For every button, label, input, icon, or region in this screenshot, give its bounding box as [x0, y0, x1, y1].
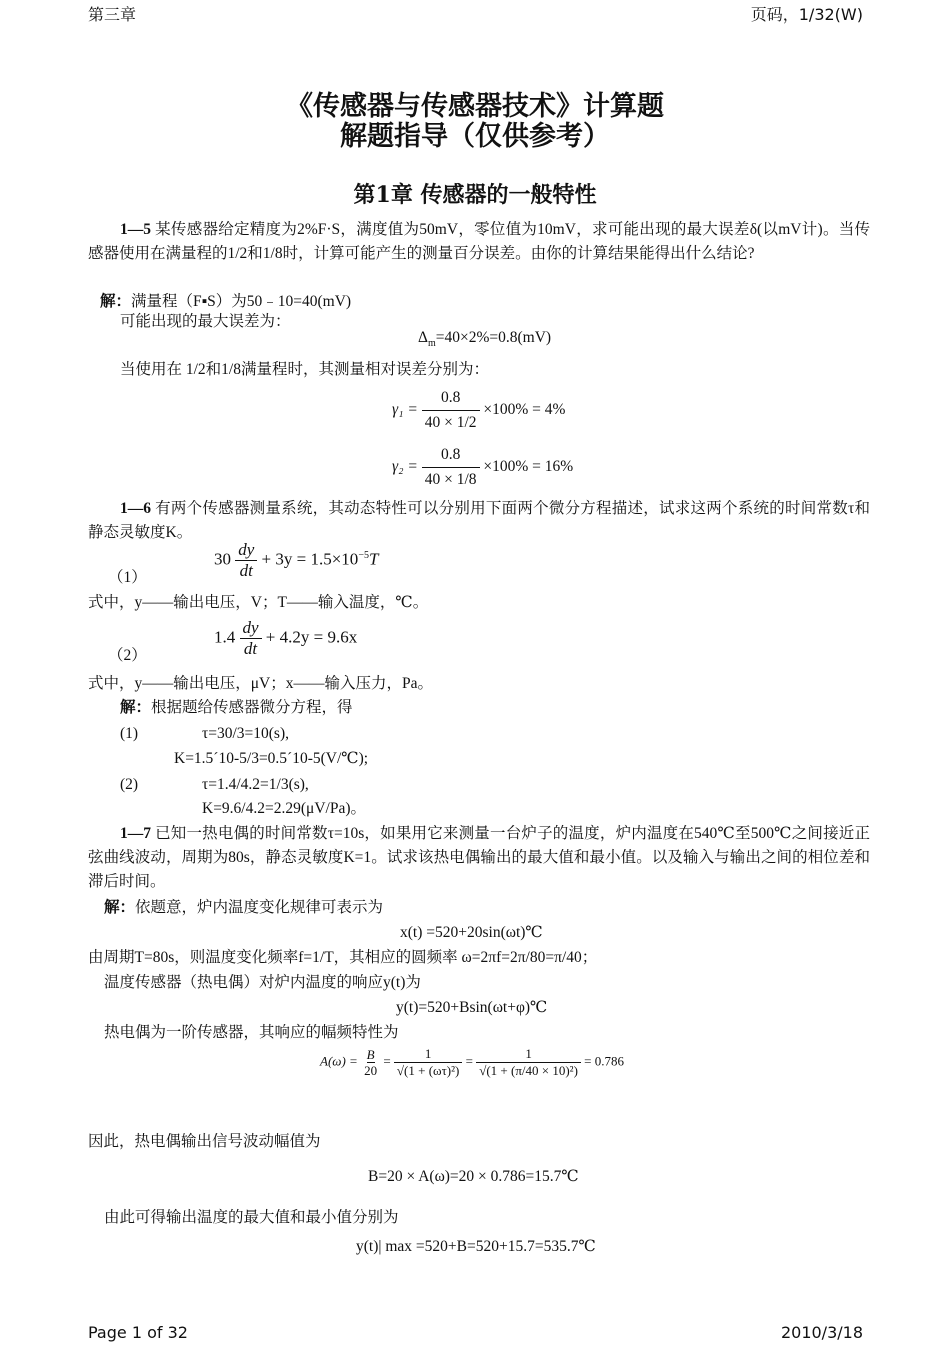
amp-f1-den: 20 [364, 1062, 378, 1078]
header-page-code: 页码，1/32(W) [750, 5, 863, 24]
gamma2-equation [392, 443, 573, 492]
delta-symbol: Δ [418, 329, 428, 346]
amp-text: 热电偶为一阶传感器，其响应的幅频特性为 [104, 1024, 399, 1041]
problem-1-5 [88, 218, 870, 266]
eq1-exp: −5 [358, 549, 369, 561]
amp-f3-den: √(1 + (π/40 × 10)²) [479, 1063, 578, 1078]
gamma1-lhs: γ₁ = [392, 401, 418, 419]
eq2-differential [214, 618, 357, 659]
eq1-end: T [368, 549, 379, 569]
amp-fraction-3 [476, 1046, 581, 1079]
problem-1-6 [88, 497, 870, 545]
eq1-fraction [235, 540, 257, 581]
gamma2-fraction [422, 443, 480, 492]
solution-text: 满量程（F▪S）为50﹣10=40(mV) [131, 293, 352, 310]
eq1-den: dt [239, 561, 253, 580]
amp-result: = 0.786 [584, 1053, 624, 1069]
delta-value: =40×2%=0.8(mV) [435, 329, 552, 346]
eq1-coef: 30 [214, 549, 231, 569]
solution-label: 解： [100, 293, 132, 310]
maxmin-text: 由此可得输出温度的最大值和最小值分别为 [104, 1209, 399, 1226]
s1-line1: τ=30/3=10(s), [202, 725, 289, 742]
gamma1-numerator: 0.8 [422, 386, 480, 411]
amp-fraction-1 [361, 1047, 380, 1079]
eq-y-t: y(t)=520+Bsin(ωt+φ)℃ [396, 999, 548, 1016]
solution-text: 依题意，炉内温度变化规律可表示为 [135, 899, 384, 916]
delta-subscript: m [427, 338, 436, 350]
gamma1-denominator: 40 × 1/2 [424, 414, 477, 431]
eq2-rest: + 4.2y = 9.6x [265, 627, 358, 647]
header-chapter: 第三章 [88, 5, 137, 24]
gamma2-rhs: ×100% = 16% [483, 458, 574, 476]
problem-number: 1—6 [120, 500, 151, 517]
s2-line2: K=9.6/4.2=2.29(μV/Pa)。 [202, 800, 366, 817]
eq1-num: dy [235, 540, 257, 561]
eq1-description: 式中，y——输出电压，V；T——输入温度，℃。 [88, 594, 429, 611]
gamma1-rhs: ×100% = 4% [483, 401, 566, 419]
eq1-label: （1） [108, 569, 147, 586]
s1-line2: K=1.5´10-5/3=0.5´10-5(V/℃); [174, 750, 369, 767]
gamma1-fraction [422, 386, 480, 435]
eq2-den: dt [243, 639, 258, 658]
response-text: 温度传感器（热电偶）对炉内温度的响应y(t)为 [104, 974, 421, 991]
chapter-heading: 第1章 传感器的一般特性 [353, 182, 597, 208]
amp-lhs: A(ω) = [320, 1053, 358, 1069]
amp-equation: $A(\omega) = \frac{B}{20}$ = $\frac{1}{\text{√(1 + (ωτ)²)}}$ = $\frac{1}{\text{√(1 + (π/40 × 10)²)}}$ = 0.786 [320, 1046, 624, 1078]
eq2-coef: 1.4 [214, 627, 236, 647]
amp-f2-num: 1 [394, 1046, 462, 1063]
eq2-fraction [240, 618, 262, 659]
use-text: 当使用在 1/2和1/8满量程时，其测量相对误差分别为： [120, 361, 489, 378]
hence-text: 因此，热电偶输出信号波动幅值为 [88, 1133, 321, 1150]
footer-page: Page 1 of 32 [88, 1323, 188, 1342]
eq1-rest: + 3y = 1.5×10 [261, 549, 359, 569]
solution-label: 解： [120, 699, 152, 716]
gamma2-lhs: γ₂ = [392, 458, 418, 476]
period-text: 由周期T=80s，则温度变化频率f=1/T，其相应的圆频率 ω=2πf=2π/80=π/40； [88, 949, 598, 966]
problem-text: 某传感器给定精度为2%F·S，满度值为50mV，零位值为10mV，求可能出现的最大误差δ(以mV计)。当传感器使用在满量程的1/2和1/8时，计算可能产生的测量百分误差。由你的计算结果能得出什么结论? [88, 221, 870, 262]
solution-line [104, 896, 383, 920]
s1-label: (1) [120, 725, 139, 742]
doc-title-line1: 《传感器与传感器技术》计算题 [286, 91, 664, 122]
eq2-label: （2） [108, 647, 147, 664]
eq2-num: dy [240, 618, 262, 639]
solution-label: 解： [104, 899, 136, 916]
amp-fraction-2 [394, 1046, 462, 1079]
doc-title-line2: 解题指导（仅供参考） [340, 121, 610, 152]
solution-text-2: 可能出现的最大误差为： [120, 313, 291, 330]
amp-f3-num: 1 [476, 1046, 581, 1063]
solution-line [120, 696, 353, 720]
gamma2-numerator: 0.8 [422, 443, 480, 468]
delta-equation [418, 326, 551, 356]
gamma2-denominator: 40 × 1/8 [424, 471, 477, 488]
solution-text: 根据题给传感器微分方程，得 [151, 699, 353, 716]
s2-label: (2) [120, 776, 139, 793]
eq-B: B=20 × A(ω)=20 × 0.786=15.7℃ [368, 1168, 579, 1185]
footer-date: 2010/3/18 [780, 1323, 863, 1342]
eq-max: y(t)| max =520+B=520+15.7=535.7℃ [356, 1238, 596, 1255]
problem-number: 1—7 [120, 825, 151, 842]
s2-line1: τ=1.4/4.2=1/3(s), [202, 776, 309, 793]
problem-1-7 [88, 822, 870, 894]
amp-f1-num: B [366, 1046, 375, 1062]
problem-text: 已知一热电偶的时间常数τ=10s，如果用它来测量一台炉子的温度，炉内温度在540℃至500℃之间接近正弦曲线波动，周期为80s，静态灵敏度K=1。试求该热电偶输出的最大值和最小值。以及输入与输出之间的相位差和滞后时间。 [88, 825, 870, 890]
amp-f2-den: √(1 + (ωτ)²) [396, 1063, 460, 1078]
problem-number: 1—5 [120, 221, 151, 238]
eq-x-t: x(t) =520+20sin(ωt)℃ [400, 924, 543, 941]
gamma1-equation [392, 386, 565, 435]
eq1-differential [214, 540, 378, 581]
problem-text: 有两个传感器测量系统，其动态特性可以分别用下面两个微分方程描述，试求这两个系统的时间常数τ和静态灵敏度K。 [88, 500, 870, 541]
eq2-description: 式中，y——输出电压，μV；x——输入压力，Pa。 [88, 675, 434, 692]
